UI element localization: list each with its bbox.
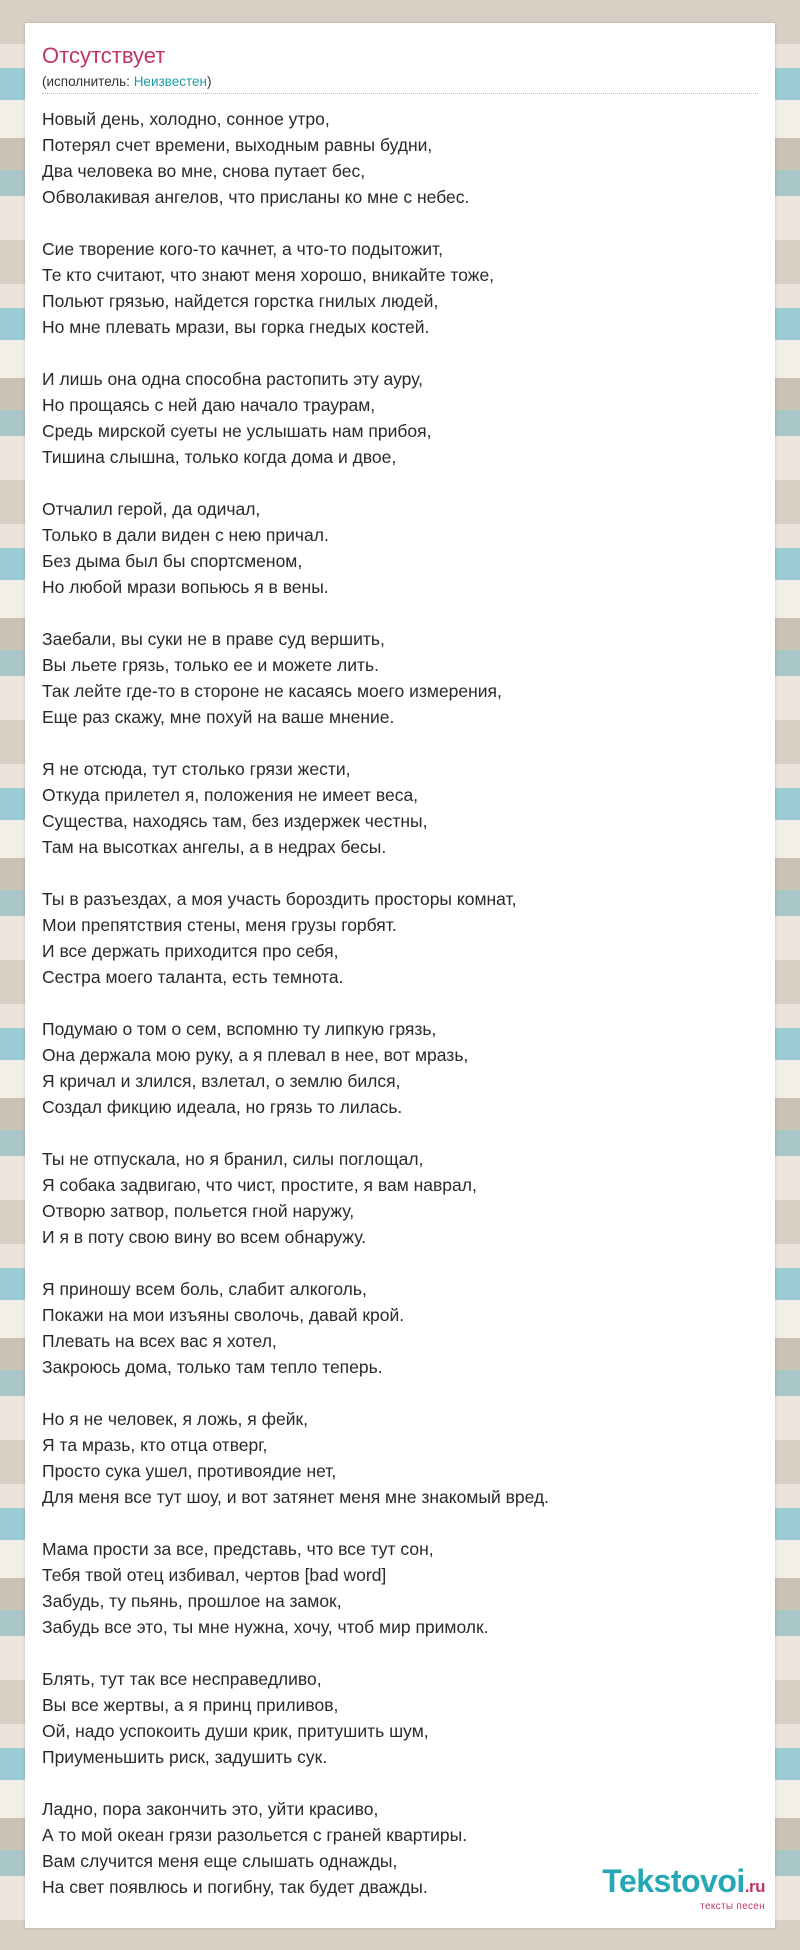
artist-suffix: ) xyxy=(206,74,212,89)
lyric-line: Я та мразь, кто отца отверг, xyxy=(42,1435,268,1455)
lyric-line: Но я не человек, я ложь, я фейк, xyxy=(42,1409,309,1429)
lyric-line: Вы льете грязь, только ее и можете лить. xyxy=(42,655,379,675)
lyric-line: Тебя твой отец избивал, чертов [bad word] xyxy=(42,1565,387,1585)
lyrics-stanza xyxy=(42,1016,758,1120)
lyric-line: Мои препятствия стены, меня грузы горбят. xyxy=(42,915,397,935)
lyric-line: Средь мирской суеты не услышать нам прибоя, xyxy=(42,421,432,441)
logo-wordmark xyxy=(602,1865,765,1903)
lyric-line: Она держала мою руку, а я плевал в нее, вот мразь, xyxy=(42,1045,469,1065)
lyrics-stanza xyxy=(42,1276,758,1380)
lyric-line: Блять, тут так все несправедливо, xyxy=(42,1669,322,1689)
lyrics-stanza xyxy=(42,106,758,210)
lyric-line: Там на высотках ангелы, а в недрах бесы. xyxy=(42,837,387,857)
logo-name: Tekstovoi xyxy=(602,1863,745,1899)
lyrics-stanza xyxy=(42,366,758,470)
lyric-line: И все держать приходится про себя, xyxy=(42,941,339,961)
lyric-line: И я в поту свою вину во всем обнаружу. xyxy=(42,1227,367,1247)
lyrics-stanza xyxy=(42,236,758,340)
lyric-line: Подумаю о том о сем, вспомню ту липкую грязь, xyxy=(42,1019,437,1039)
lyrics-stanza xyxy=(42,1146,758,1250)
lyric-line: Отчалил герой, да одичал, xyxy=(42,499,261,519)
lyric-line: И лишь она одна способна растопить эту ауру, xyxy=(42,369,424,389)
lyric-line: Ты не отпускала, но я бранил, силы поглощал, xyxy=(42,1149,424,1169)
song-title: Отсутствует xyxy=(42,43,166,68)
lyric-line: Потерял счет времени, выходным равны будни, xyxy=(42,135,433,155)
lyric-line: Забудь все это, ты мне нужна, хочу, чтоб мир примолк. xyxy=(42,1617,489,1637)
lyric-line: Мама прости за все, представь, что все тут сон, xyxy=(42,1539,434,1559)
lyrics-stanza xyxy=(42,886,758,990)
lyric-line: Просто сука ушел, противоядие нет, xyxy=(42,1461,337,1481)
lyrics-stanza xyxy=(42,1536,758,1640)
lyric-line: Вам случится меня еще слышать однажды, xyxy=(42,1851,398,1871)
lyric-line: Я кричал и злился, взлетал, о землю бился, xyxy=(42,1071,401,1091)
lyrics-stanza xyxy=(42,1666,758,1770)
lyric-line: Я приношу всем боль, слабит алкоголь, xyxy=(42,1279,367,1299)
site-logo[interactable] xyxy=(602,1865,765,1912)
lyrics-body xyxy=(42,106,758,1900)
lyrics-stanza xyxy=(42,626,758,730)
artist-link[interactable]: Неизвестен xyxy=(133,74,207,89)
artist-line xyxy=(42,73,758,94)
lyric-line: Ладно, пора закончить это, уйти красиво, xyxy=(42,1799,379,1819)
lyric-line: Те кто считают, что знают меня хорошо, вникайте тоже, xyxy=(42,265,495,285)
lyric-line: Но мне плевать мрази, вы горка гнедых костей. xyxy=(42,317,430,337)
lyric-line: Откуда прилетел я, положения не имеет веса, xyxy=(42,785,419,805)
lyric-line: Ой, надо успокоить души крик, притушить шум, xyxy=(42,1721,429,1741)
lyric-line: Но любой мрази вопьюсь я в вены. xyxy=(42,577,329,597)
lyrics-stanza xyxy=(42,496,758,600)
lyric-line: Так лейте где-то в стороне не касаясь моего измерения, xyxy=(42,681,502,701)
lyric-line: Я не отсюда, тут столько грязи жести, xyxy=(42,759,351,779)
lyric-line: Покажи на мои изъяны сволочь, давай крой. xyxy=(42,1305,405,1325)
lyric-line: Сие творение кого-то качнет, а что-то подытожит, xyxy=(42,239,443,259)
lyric-line: Плевать на всех вас я хотел, xyxy=(42,1331,277,1351)
lyric-line: Заебали, вы суки не в праве суд вершить, xyxy=(42,629,385,649)
lyric-line: Я собака задвигаю, что чист, простите, я вам наврал, xyxy=(42,1175,477,1195)
lyric-line: Существа, находясь там, без издержек честны, xyxy=(42,811,428,831)
lyric-line: Польют грязью, найдется горстка гнилых людей, xyxy=(42,291,439,311)
logo-tagline: тексты песен xyxy=(700,1901,765,1912)
lyric-line: Забудь, ту пьянь, прошлое на замок, xyxy=(42,1591,342,1611)
lyric-line: Без дыма был бы спортсменом, xyxy=(42,551,303,571)
lyric-line: Но прощаясь с ней даю начало траурам, xyxy=(42,395,376,415)
logo-tld: .ru xyxy=(744,1877,765,1896)
lyric-line: Сестра моего таланта, есть темнота. xyxy=(42,967,344,987)
lyric-line: Отворю затвор, польется гной наружу, xyxy=(42,1201,355,1221)
lyric-line: Ты в разъездах, а моя участь бороздить просторы комнат, xyxy=(42,889,517,909)
lyric-line: А то мой океан грязи разольется с граней квартиры. xyxy=(42,1825,468,1845)
lyric-line: На свет появлюсь и погибну, так будет дважды. xyxy=(42,1877,428,1897)
lyric-line: Два человека во мне, снова путает бес, xyxy=(42,161,366,181)
lyric-line: Для меня все тут шоу, и вот затянет меня мне знакомый вред. xyxy=(42,1487,550,1507)
lyric-line: Вы все жертвы, а я принц приливов, xyxy=(42,1695,339,1715)
lyric-line: Обволакивая ангелов, что присланы ко мне с небес. xyxy=(42,187,470,207)
lyric-line: Закроюсь дома, только там тепло теперь. xyxy=(42,1357,383,1377)
lyrics-stanza xyxy=(42,756,758,860)
lyrics-stanza xyxy=(42,1406,758,1510)
lyric-line: Создал фикцию идеала, но грязь то лилась. xyxy=(42,1097,403,1117)
lyric-line: Еще раз скажу, мне похуй на ваше мнение. xyxy=(42,707,395,727)
lyric-line: Новый день, холодно, сонное утро, xyxy=(42,109,330,129)
lyrics-card xyxy=(25,23,775,1928)
artist-prefix: (исполнитель: xyxy=(42,74,134,89)
lyric-line: Только в дали виден с нею причал. xyxy=(42,525,329,545)
lyric-line: Приуменьшить риск, задушить сук. xyxy=(42,1747,328,1767)
lyric-line: Тишина слышна, только когда дома и двое, xyxy=(42,447,397,467)
